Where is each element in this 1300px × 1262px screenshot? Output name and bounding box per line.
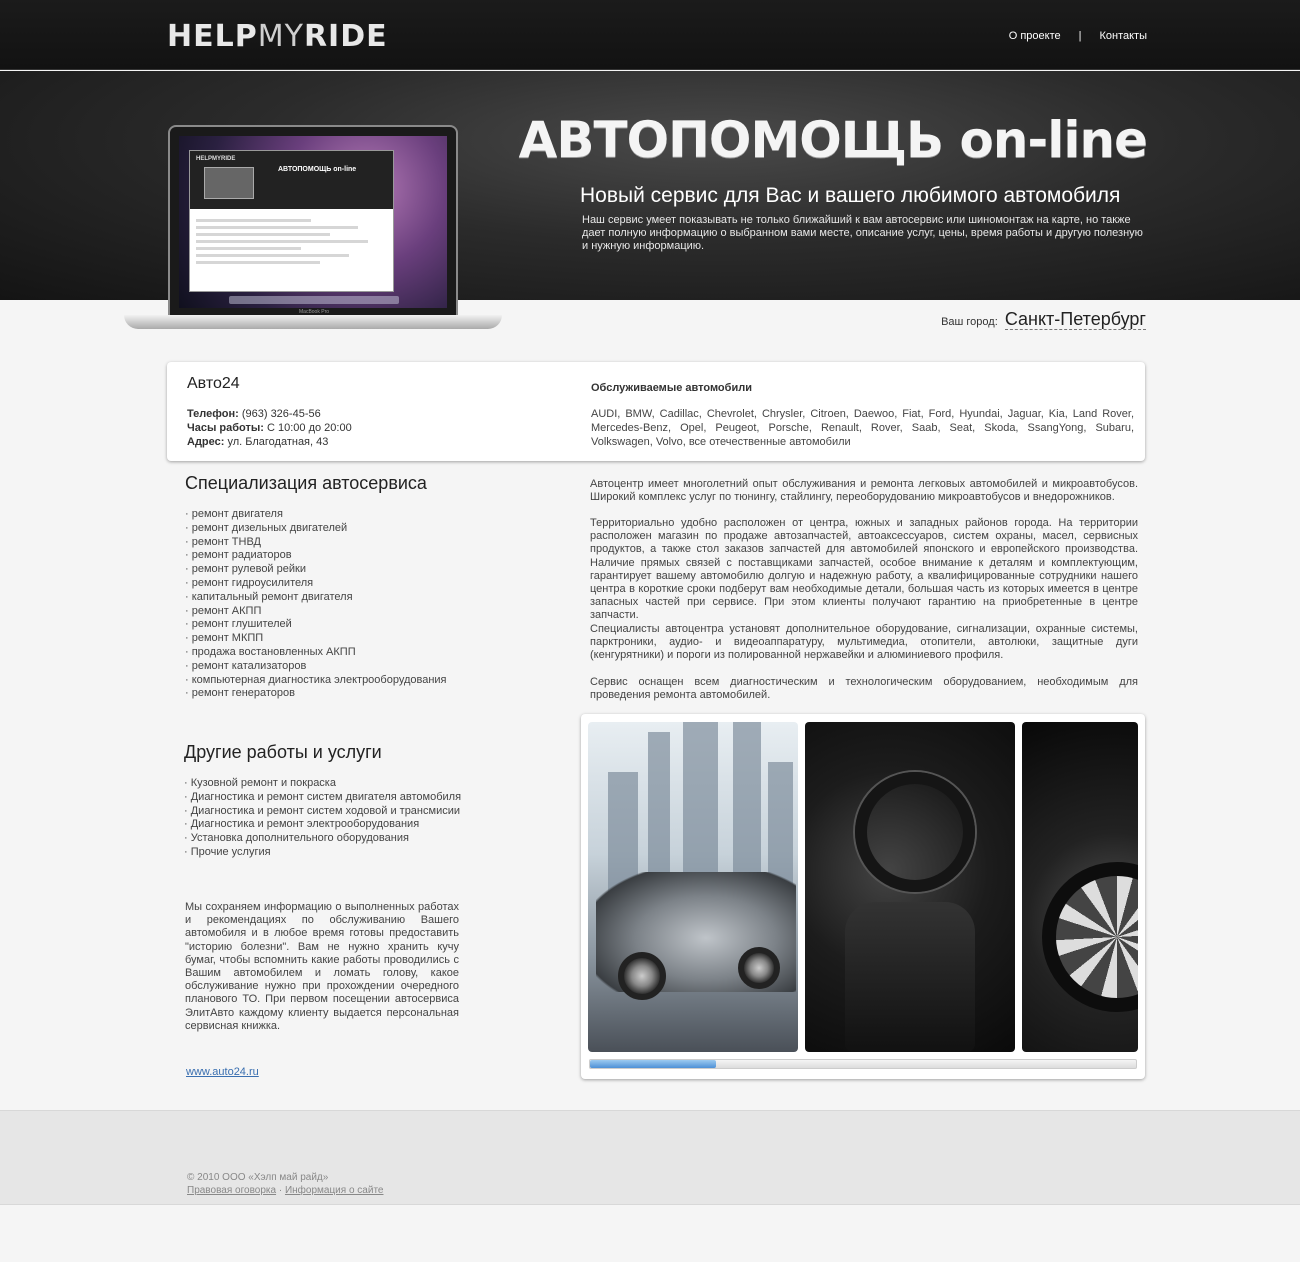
- list-item: · ремонт гидроусилителя: [185, 576, 314, 589]
- screen-browser-window: [189, 150, 394, 292]
- list-item: · компьютерная диагностика электрооборудования: [185, 673, 447, 686]
- hero-title: АВТОПОМОЩЬ on-line: [518, 111, 1147, 169]
- nav-about-link[interactable]: О проекте: [1008, 30, 1061, 42]
- screen-dock: [229, 296, 399, 304]
- list-item: · ремонт АКПП: [185, 604, 262, 617]
- list-item: · ремонт двигателя: [185, 508, 283, 520]
- shop-address-row: [187, 435, 352, 449]
- list-item: · Установка дополнительного оборудования: [184, 832, 409, 845]
- list-item: · Кузовной ремонт и покраска: [184, 777, 336, 789]
- footer: [0, 1110, 1300, 1205]
- screen-title: АВТОПОМОЩЬ on-line: [278, 166, 357, 173]
- hours-value: С 10:00 до 20:00: [267, 422, 352, 434]
- steering-wheel: [855, 772, 975, 892]
- car-seat: [845, 902, 975, 1052]
- list-item: · ремонт дизельных двигателей: [185, 521, 348, 534]
- logo-help: HELP: [167, 19, 258, 54]
- logo-ride: RIDE: [303, 19, 388, 54]
- address-label: Адрес:: [187, 436, 225, 448]
- shop-phone-row: [187, 407, 352, 421]
- list-item: · капитальный ремонт двигателя: [185, 590, 353, 603]
- screen-text-lines: [190, 209, 393, 274]
- car-wheel: [618, 952, 666, 1000]
- footer-link-separator: ·: [276, 1185, 285, 1196]
- laptop-base: [124, 315, 502, 329]
- nav-separator: |: [1078, 30, 1082, 42]
- shop-hours-row: [187, 421, 352, 435]
- other-services-title: Другие работы и услуги: [184, 742, 382, 762]
- about-paragraph-4: Сервис оснащен всем диагностическим и технологическим оборудованием, необходимым для проведения ремонта автомобилей.: [590, 676, 1138, 702]
- list-item: · ремонт рулевой рейки: [185, 563, 306, 576]
- logo-my: MY: [257, 19, 304, 54]
- cars-heading: Обслуживаемые автомобили: [591, 382, 752, 394]
- screen-site-header: [190, 151, 393, 209]
- wheel-rim: [1042, 862, 1138, 1012]
- list-item: · ремонт ТНВД: [185, 535, 262, 548]
- site-info-link[interactable]: Информация о сайте: [284, 1185, 384, 1196]
- list-item: · Диагностика и ремонт электрооборудования: [184, 818, 420, 831]
- car-wheel: [738, 947, 780, 989]
- about-paragraph-1: Автоцентр имеет многолетний опыт обслуживания и ремонта легковых автомобилей и микроавтобусов. Широкий комплекс услуг по тюнингу, стайлингу, переоборудованию микроавтобусов и внедорожников.: [590, 478, 1138, 504]
- city-value-link[interactable]: Санкт-Петербург: [1004, 309, 1146, 329]
- copyright: © 2010 ООО «Хэлп май райд»: [187, 1172, 329, 1183]
- gallery-slide-car-exterior[interactable]: [588, 722, 798, 1052]
- phone-value: (963) 326-45-56: [241, 408, 321, 420]
- about-paragraph-2: Территориально удобно расположен от центра, южных и западных районов города. На территории расположен магазин по продаже автозапчастей, автоаксессуаров, систем охраны, масел, сервисных продуктов, а также стол заказов запчастей для автомобилей японского и европейского производства. Наличие прямых связей с поставщиками запчастей, особое внимание к деталям и комплектующим, гарантирует вашему автомобилю долгую и надежную работу, а квалифицированные сотрудники нашего центра в короткие сроки подберут вам необходимые детали, большая часть из которых имеется в центре запасных частей при сервисе. При этом клиенты получают гарантию на приобретенные в центре запчасти.: [590, 517, 1138, 622]
- screen-thumbnail: [204, 167, 254, 199]
- footer-links: [187, 1185, 383, 1196]
- gallery-scrollbar-thumb[interactable]: [590, 1060, 716, 1068]
- top-bar: [0, 0, 1300, 70]
- hero-subtitle: Новый сервис для Вас и вашего любимого автомобиля: [580, 184, 1121, 207]
- laptop-lid: [168, 125, 458, 317]
- gallery-slide-car-interior[interactable]: [805, 722, 1015, 1052]
- address-value: ул. Благодатная, 43: [227, 436, 329, 448]
- website-link[interactable]: www.auto24.ru: [186, 1066, 259, 1078]
- list-item: · продажа востановленных АКПП: [185, 645, 356, 658]
- top-nav: [1009, 30, 1147, 42]
- screen-logo: HELPMYRIDE: [196, 156, 236, 162]
- list-item: · Диагностика и ремонт систем двигателя автомобиля: [184, 790, 462, 803]
- shop-name: Авто24: [187, 375, 240, 392]
- nav-contacts-link[interactable]: Контакты: [1099, 30, 1147, 42]
- list-item: · ремонт радиаторов: [185, 549, 292, 562]
- shop-contacts: [187, 407, 352, 449]
- other-services-list: [184, 777, 544, 860]
- specialization-title: Специализация автосервиса: [185, 473, 427, 493]
- laptop-base-label: MacBook Pro: [299, 309, 330, 315]
- list-item: · ремонт катализаторов: [185, 659, 307, 672]
- gallery-scrollbar[interactable]: [589, 1059, 1137, 1069]
- about-paragraph-3: Специалисты автоцентра установят дополнительное оборудование, сигнализации, охранные системы, парктроники, аудио- и видеоаппаратуру, мультимедиа, отопители, автолюки, защитные дуги (кенгурятники) и пороги из полированной нержавейки и алюминиевого профиля.: [590, 623, 1138, 662]
- cars-list: AUDI, BMW, Cadillac, Chevrolet, Chrysler, Citroen, Daewoo, Fiat, Ford, Hyundai, Jaguar, Kia, Land Rover, Mercedes-Benz, Opel, Peugeot, Porsche, Renault, Rover, Saab, Seat, Skoda, SsangYong, Subaru, Volkswagen, Volvo, все отечественные автомобили: [591, 408, 1134, 448]
- city-selector: [941, 309, 1146, 330]
- hours-label: Часы работы:: [187, 422, 264, 434]
- city-label: Ваш город:: [941, 316, 998, 328]
- site-logo[interactable]: [167, 19, 388, 54]
- gallery-slide-car-wheel[interactable]: [1022, 722, 1138, 1052]
- photo-gallery: [581, 714, 1145, 1079]
- specialization-list: [185, 508, 545, 701]
- list-item: · ремонт генераторов: [185, 687, 295, 700]
- list-item: · ремонт глушителей: [185, 618, 292, 631]
- laptop-illustration: [124, 125, 502, 340]
- service-info-card: [167, 362, 1145, 461]
- list-item: · Прочие услугия: [184, 845, 271, 858]
- laptop-screen: [179, 136, 447, 308]
- list-item: · Диагностика и ремонт систем ходовой и трансмисии: [184, 804, 460, 817]
- legal-disclaimer-link[interactable]: Правовая оговорка: [187, 1185, 277, 1196]
- phone-label: Телефон:: [187, 408, 239, 420]
- hero-description: Наш сервис умеет показывать не только ближайший к вам автосервис или шиномонтаж на карте, но также дает полную информацию о выбранном вами месте, описание услуг, цены, время работы и другую полезную и нужную информацию.: [582, 214, 1143, 252]
- list-item: · ремонт МКПП: [185, 632, 264, 645]
- history-paragraph: Мы сохраняем информацию о выполненных работах и рекомендациях по обслуживанию Вашего автомобиля и в любое время готовы предоставить "историю болезни". Вам не нужно хранить кучу бумаг, чтобы вспомнить какие работы проводились с Вашим автомобилем и ломать голову, какое обслуживание нужно при прохождении очередного планового ТО. При первом посещении автосервиса ЭлитАвто каждому клиенту выдается персональная сервисная книжка.: [185, 901, 459, 1032]
